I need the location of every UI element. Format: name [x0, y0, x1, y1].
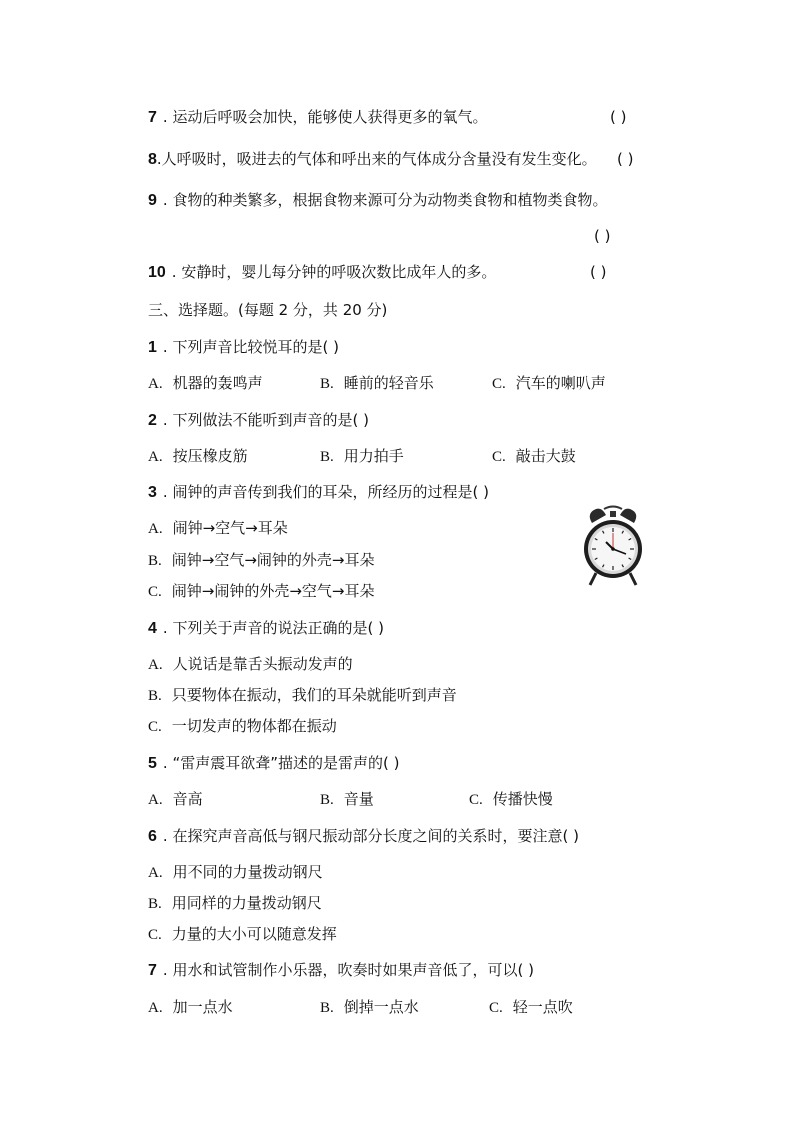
option-b[interactable]: B. 音量 [320, 790, 374, 808]
item-text: .人呼吸时，吸进去的气体和呼出来的气体成分含量没有发生变化。 [156, 150, 597, 168]
question-stem: . 闹钟的声音传到我们的耳朵，所经历的过程是( ) [162, 483, 489, 501]
question-number: 1 [148, 339, 157, 356]
question-stem: . 在探究声音高低与钢尺振动部分长度之间的关系时，要注意( ) [162, 827, 579, 845]
judge-item-9 [148, 190, 607, 211]
question-number: 4 [148, 620, 157, 637]
option-a[interactable]: A. 加一点水 [148, 998, 233, 1016]
option-a[interactable]: A. 机器的轰鸣声 [148, 374, 263, 392]
question-number: 6 [148, 828, 157, 845]
item-number: 10 [148, 264, 166, 281]
option-a[interactable]: A. 按压橡皮筋 [148, 447, 248, 465]
answer-blank[interactable]: ( ) [617, 150, 634, 168]
question-4 [148, 618, 384, 639]
option-a[interactable]: A. 用不同的力量拨动钢尺 [148, 863, 323, 881]
item-number: 9 [148, 192, 157, 209]
judge-item-8 [148, 149, 597, 170]
item-number: 8 [148, 151, 157, 168]
question-stem: . 用水和试管制作小乐器，吹奏时如果声音低了，可以( ) [162, 961, 534, 979]
section-heading: 三、选择题。(每题 2 分，共 20 分) [148, 301, 388, 319]
question-number: 5 [148, 755, 157, 772]
option-c[interactable]: C. 汽车的喇叭声 [492, 374, 606, 392]
question-7 [148, 960, 534, 981]
option-b[interactable]: B. 闹钟→空气→闹钟的外壳→耳朵 [148, 551, 375, 569]
question-1 [148, 337, 339, 358]
item-number: 7 [148, 109, 157, 126]
question-3 [148, 482, 489, 503]
option-b[interactable]: B. 用同样的力量拨动钢尺 [148, 894, 322, 912]
option-c[interactable]: C. 闹钟→闹钟的外壳→空气→耳朵 [148, 582, 375, 600]
option-c[interactable]: C. 敲击大鼓 [492, 447, 576, 465]
question-2 [148, 410, 369, 431]
question-number: 7 [148, 962, 157, 979]
question-number: 2 [148, 412, 157, 429]
question-stem: . “雷声震耳欲聋”描述的是雷声的( ) [162, 754, 400, 772]
option-c[interactable]: C. 轻一点吹 [489, 998, 573, 1016]
answer-blank[interactable]: ( ) [610, 108, 627, 126]
option-c[interactable]: C. 力量的大小可以随意发挥 [148, 925, 337, 943]
option-b[interactable]: B. 只要物体在振动，我们的耳朵就能听到声音 [148, 686, 457, 704]
answer-blank[interactable]: ( ) [594, 227, 611, 245]
question-stem: . 下列做法不能听到声音的是( ) [162, 411, 369, 429]
judge-item-7 [148, 107, 487, 128]
question-6 [148, 826, 579, 847]
question-number: 3 [148, 484, 157, 501]
question-5 [148, 753, 399, 774]
alarm-clock-icon [582, 505, 644, 589]
option-c[interactable]: C. 一切发声的物体都在振动 [148, 717, 337, 735]
item-text: . 食物的种类繁多，根据食物来源可分为动物类食物和植物类食物。 [162, 191, 608, 209]
item-text: . 运动后呼吸会加快，能够使人获得更多的氧气。 [162, 108, 488, 126]
option-b[interactable]: B. 倒掉一点水 [320, 998, 419, 1016]
option-b[interactable]: B. 睡前的轻音乐 [320, 374, 434, 392]
question-stem: . 下列声音比较悦耳的是( ) [162, 338, 339, 356]
option-a[interactable]: A. 音高 [148, 790, 203, 808]
judge-item-10 [148, 262, 496, 283]
item-text: . 安静时，婴儿每分钟的呼吸次数比成年人的多。 [171, 263, 497, 281]
option-c[interactable]: C. 传播快慢 [469, 790, 553, 808]
option-a[interactable]: A. 闹钟→空气→耳朵 [148, 519, 288, 537]
answer-blank[interactable]: ( ) [590, 263, 607, 281]
option-b[interactable]: B. 用力拍手 [320, 447, 404, 465]
question-stem: . 下列关于声音的说法正确的是( ) [162, 619, 384, 637]
option-a[interactable]: A. 人说话是靠舌头振动发声的 [148, 655, 353, 673]
